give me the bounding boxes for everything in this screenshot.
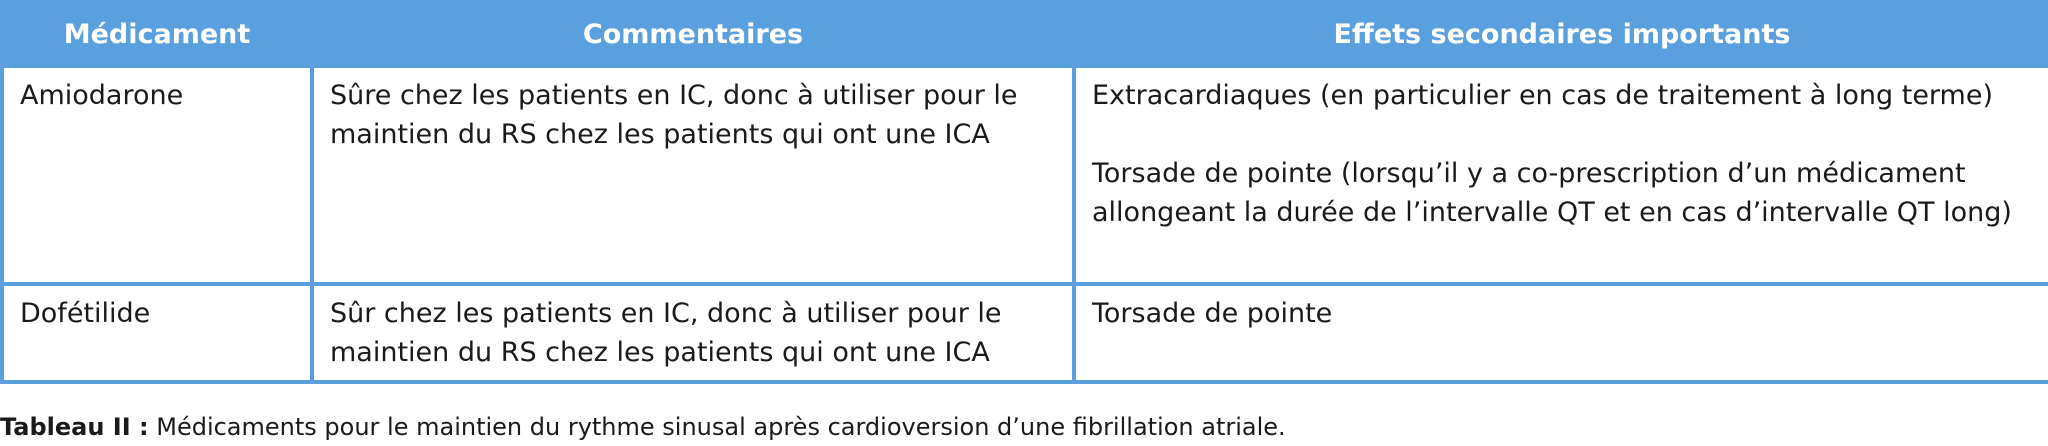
side-effect-text: Extracardiaques (en particulier en cas de traitement à long terme)	[1092, 80, 1994, 111]
side-effects-cell	[1074, 284, 2048, 382]
comment-cell: Sûre chez les patients en IC, donc à utiliser pour le maintien du RS chez les patients qui ont une ICA	[312, 66, 1074, 284]
header-effets-secondaires: Effets secondaires importants	[1074, 2, 2048, 66]
side-effect-text: Torsade de pointe (lorsqu’il y a co-prescription d’un médicament allongeant la durée de l’intervalle QT et en cas d’intervalle QT long)	[1092, 158, 2012, 228]
table-row	[2, 284, 2048, 382]
table-header-row	[2, 2, 2048, 66]
caption-label: Tableau II :	[0, 413, 149, 441]
table-row	[2, 66, 2048, 284]
side-effect-text: Torsade de pointe	[1092, 298, 1333, 329]
header-medicament: Médicament	[2, 2, 312, 66]
drug-name-cell: Dofétilide	[2, 284, 312, 382]
table-caption	[0, 412, 1286, 442]
side-effects-cell	[1074, 66, 2048, 284]
drug-name-cell: Amiodarone	[2, 66, 312, 284]
comment-cell: Sûr chez les patients en IC, donc à utiliser pour le maintien du RS chez les patients qui ont une ICA	[312, 284, 1074, 382]
caption-text: Médicaments pour le maintien du rythme sinusal après cardioversion d’une fibrillation atriale.	[148, 413, 1286, 441]
header-commentaires: Commentaires	[312, 2, 1074, 66]
